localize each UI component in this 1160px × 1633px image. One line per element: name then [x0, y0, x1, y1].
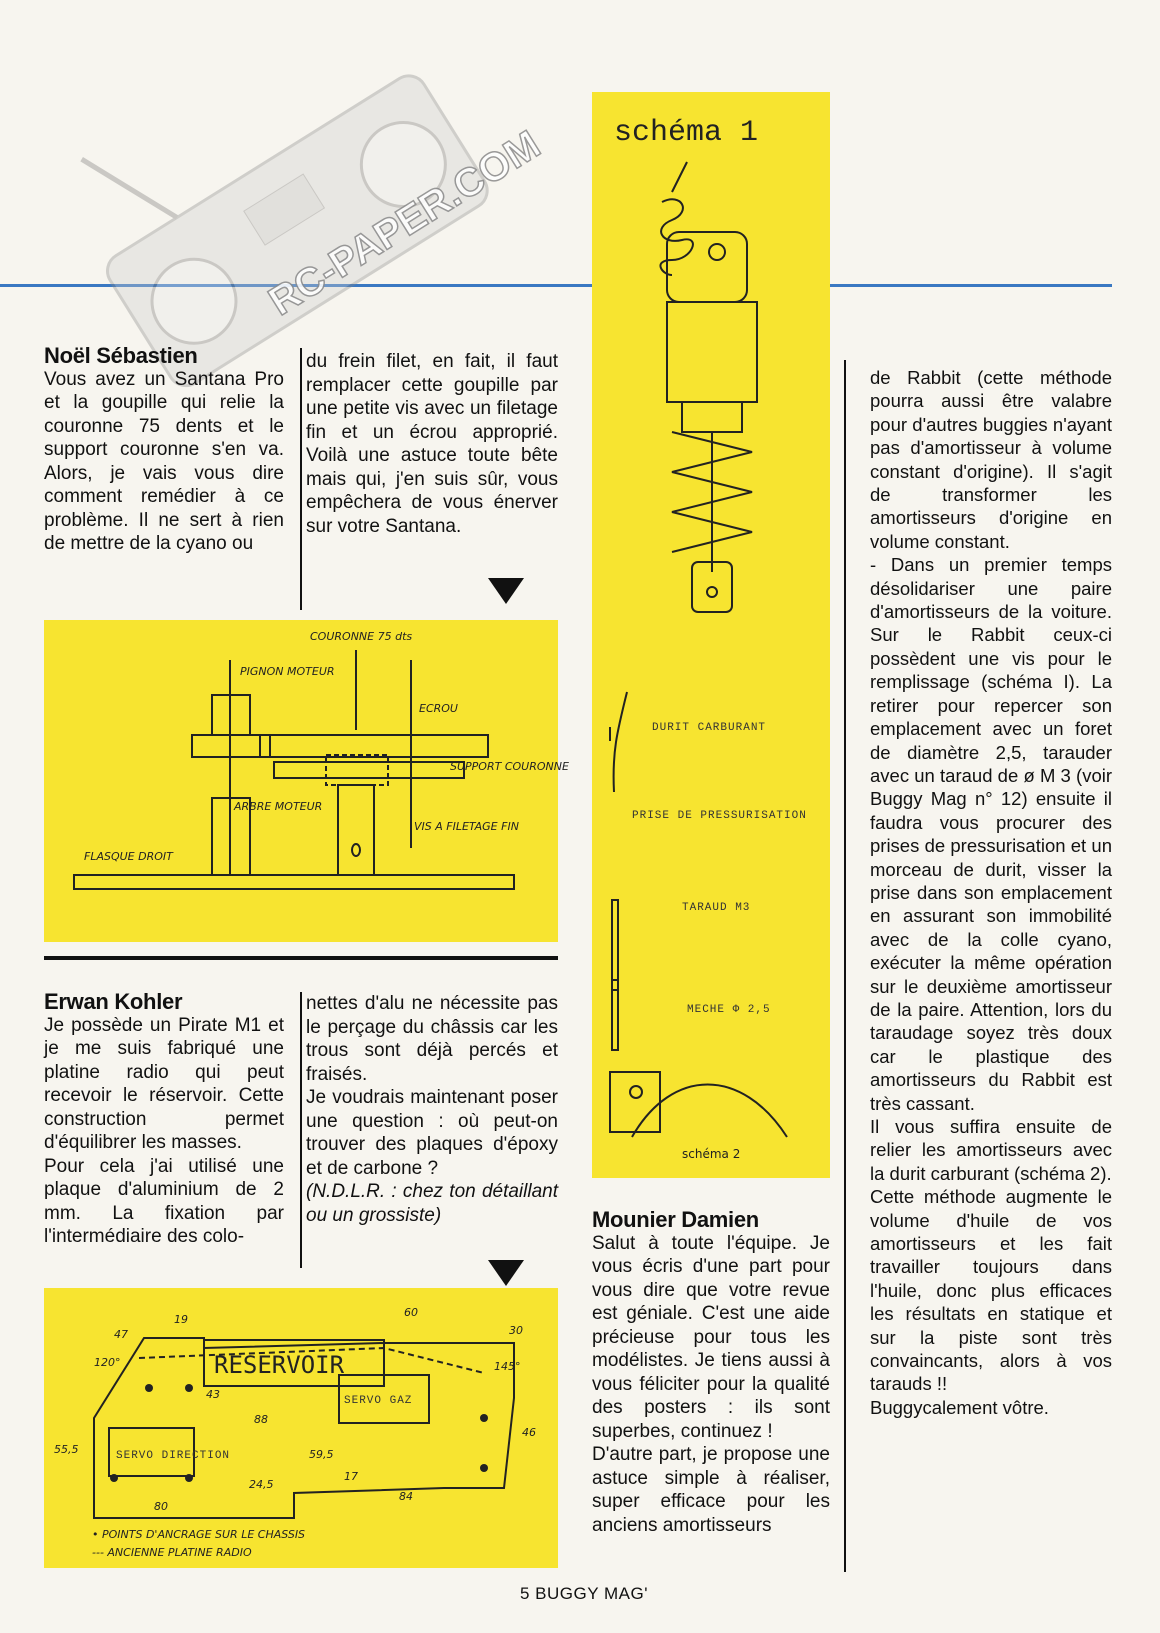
dim-47: 47 — [114, 1328, 128, 1341]
dim-46: 46 — [522, 1426, 536, 1439]
legend-ancienne: --- ANCIENNE PLATINE RADIO — [92, 1546, 252, 1559]
dim-17: 17 — [344, 1470, 358, 1483]
letter-text: de Rabbit (cette méthode pourra aussi être valabre pour d'autres buggies n'ayant pas d'amortisseur à volume constant d'origine). Il s'agit de transformer les amortisseurs d'origine en volume constant. - Dans un premier temps désolidariser une paire d'amortisseurs de la voiture. Sur le Rabbit ceux-ci possèdent une vis pour le remplissage (schéma I). La retirer pour repercer son emplacement avec un foret de diamètre 2,5, tarauder avec un taraud de ø M 3 (voir Buggy Mag n° 12) ensuite il faudra vous procurer des prises de pressurisation et un morceau de durit, visser la prise dans son emplacement en assurant son immobilité avec de la colle cyano, exécuter la même opération sur le deuxième amortisseur de la paire. Attention, lors du taraudage soyez très doux car le plastique des amortisseurs du Rabbit est très cassant. Il vous suffira ensuite de relier les amortisseurs avec la durit carburant (schéma 2). Cette méthode augmente le volume d'huile de vos amortisseurs et les fait travailler toujours dans l'huile, donc plus efficaces les résultats en statique et sur la piste sont très convaincants, alors à vos tarauds !! Buggycalement vôtre. — [870, 367, 1112, 1418]
letter-noel-continued — [306, 350, 558, 538]
label-support: SUPPORT COURONNE — [450, 760, 569, 773]
dim-24-5: 24,5 — [249, 1478, 274, 1491]
column-divider — [300, 348, 302, 610]
dim-19: 19 — [174, 1313, 188, 1326]
diagram-couronne — [44, 620, 569, 942]
label-vis: VIS A FILETAGE FIN — [414, 820, 519, 833]
dim-55-5: 55,5 — [54, 1443, 79, 1456]
author-heading: Erwan Kohler — [44, 989, 183, 1014]
arrow-down-icon — [488, 578, 524, 604]
letter-noel-sebastien — [44, 344, 284, 556]
dim-59-5: 59,5 — [309, 1448, 334, 1461]
dim-43: 43 — [206, 1388, 220, 1401]
label-couronne: COURONNE 75 dts — [310, 630, 413, 643]
watermark-text: RC-PAPER.COM — [261, 122, 548, 325]
label-arbre: ARBRE MOTEUR — [234, 800, 323, 813]
label-pignon: PIGNON MOTEUR — [240, 665, 335, 678]
diagram-platine-radio — [44, 1288, 558, 1568]
schema-panel — [592, 92, 830, 1178]
dim-88: 88 — [254, 1413, 268, 1426]
page-footer: 5 BUGGY MAG' — [520, 1584, 648, 1603]
letter-mounier-damien — [592, 1208, 830, 1537]
label-flasque: FLASQUE DROIT — [84, 850, 173, 863]
platine-diagram-drawing — [44, 1288, 558, 1568]
editor-note: (N.D.L.R. : chez ton détaillant ou un grossiste) — [306, 1181, 558, 1226]
dim-84: 84 — [399, 1490, 413, 1503]
letter-text: nettes d'alu ne nécessite pas le perçage du châssis car les trous sont déjà percés et fraisés. Je voudrais maintenant poser une question : où peut-on trouver des plaques d'époxy et de carbone ? — [306, 993, 558, 1179]
watermark-transmitter — [95, 95, 548, 375]
dim-30: 30 — [509, 1324, 523, 1337]
letter-erwan-kohler — [44, 990, 284, 1249]
label-ecrou: ECROU — [419, 702, 458, 715]
section-divider — [44, 956, 558, 960]
column-divider — [300, 992, 302, 1268]
label-reservoir: RESERVOIR — [214, 1351, 345, 1379]
couronne-diagram-drawing — [44, 620, 569, 942]
column-divider — [844, 360, 846, 1572]
schema-title: schéma 1 — [614, 116, 759, 150]
blue-rule-right — [830, 284, 1112, 287]
dim-120: 120° — [94, 1356, 121, 1369]
letter-text: du frein filet, en fait, il faut remplacer cette goupille par une petite vis avec un filetage fin et un écrou approprié. Voilà une astuce toute bête mais qui, j'en suis sûr, vous empêchera de vous énerver sur votre Santana. — [306, 351, 558, 537]
dim-80: 80 — [154, 1500, 168, 1513]
letter-text: Salut à toute l'équipe. Je vous écris d'une part pour vous dire que votre revue est géniale. C'est une aide précieuse pour tous les modélistes. Je tiens aussi à vous féliciter pour la qualité des posters : ils sont superbes, continuez ! D'autre part, je propose une astuce simple à réaliser, super efficace pour les anciens amortisseurs — [592, 1232, 830, 1536]
author-heading: Mounier Damien — [592, 1207, 759, 1232]
author-heading: Noël Sébastien — [44, 343, 198, 368]
letter-text: Vous avez un Santana Pro et la goupille qui relie la couronne 75 dents et le support couronne s'en va. Alors, je vais vous dire comment remédier à ce problème. Il ne sert à rien de mettre de la cyano ou — [44, 368, 284, 554]
dim-145: 145° — [494, 1360, 521, 1373]
letter-text: Je possède un Pirate M1 et je me suis fabriqué une platine radio qui peut recevoir le réservoir. Cette construction permet d'équilibrer les masses. Pour cela j'ai utilisé une plaque d'aluminium de 2 mm. La fixation par l'intermédiaire des colo- — [44, 1014, 284, 1247]
arrow-down-icon — [488, 1260, 524, 1286]
label-schema2: schéma 2 — [682, 1147, 741, 1161]
dim-60: 60 — [404, 1306, 418, 1319]
schema-drawing — [592, 92, 830, 1178]
letter-mounier-continued — [870, 366, 1112, 1419]
label-servo-gaz: SERVO GAZ — [344, 1395, 413, 1407]
letter-erwan-continued — [306, 992, 558, 1227]
label-taraud: TARAUD M3 — [682, 902, 751, 914]
legend-points: • POINTS D'ANCRAGE SUR LE CHASSIS — [92, 1528, 306, 1541]
label-durit: DURIT CARBURANT — [652, 722, 767, 734]
label-prise: PRISE DE PRESSURISATION — [632, 810, 807, 822]
label-servo-direction: SERVO DIRECTION — [116, 1450, 231, 1462]
label-meche: MECHE Φ 2,5 — [687, 1004, 771, 1016]
